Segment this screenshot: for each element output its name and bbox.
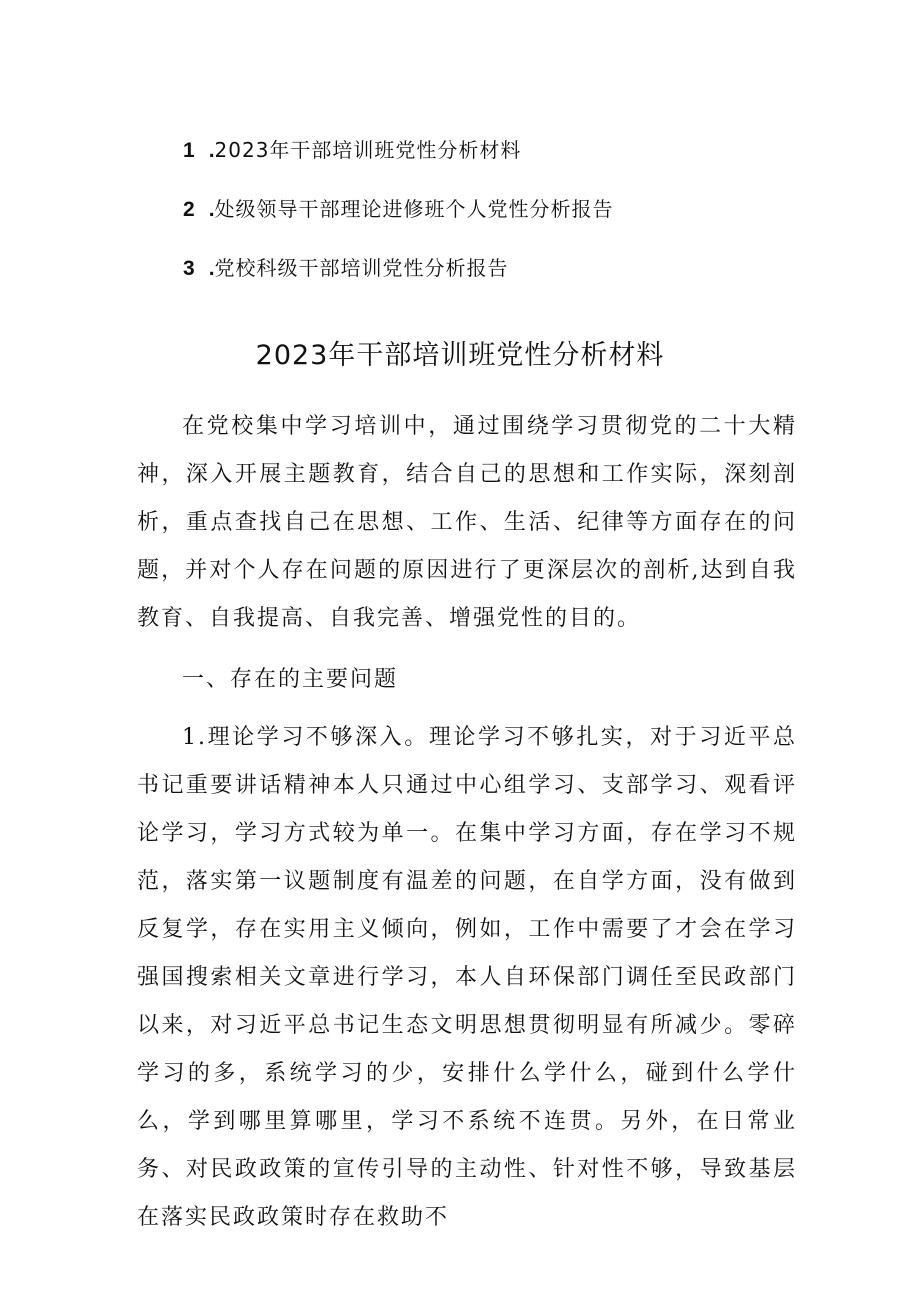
table-of-contents bbox=[183, 128, 883, 305]
section-heading: 一、存在的主要问题 bbox=[182, 667, 399, 692]
toc-item-1[interactable] bbox=[183, 128, 883, 187]
toc-item-label: 党校科级干部培训党性分析报告 bbox=[214, 256, 509, 280]
document-title: 2023年干部培训班党性分析材料 bbox=[255, 340, 665, 371]
toc-item-separator: . bbox=[208, 257, 215, 280]
toc-item-2[interactable] bbox=[183, 187, 883, 246]
toc-item-number: 2 bbox=[183, 198, 195, 221]
toc-item-number: 3 bbox=[183, 257, 195, 280]
toc-item-number: 1 bbox=[183, 139, 195, 162]
intro-paragraph: 在党校集中学习培训中，通过围绕学习贯彻党的二十大精神，深入开展主题教育，结合自己的思想和工作实际，深刻剖析，重点查找自己在思想、工作、生活、纪律等方面存在的问题，并对个人存在问题的原因进行了更深层次的剖析,达到自我教育、自我提高、自我完善、增强党性的目的。 bbox=[137, 414, 797, 631]
toc-item-separator: . bbox=[208, 139, 215, 162]
toc-item-separator: . bbox=[208, 198, 215, 221]
point-1-paragraph: 1.理论学习不够深入。理论学习不够扎实，对于习近平总书记重要讲话精神本人只通过中心组学习、支部学习、观看评论学习，学习方式较为单一。在集中学习方面，存在学习不规范，落实第一议题制度有温差的问题，在自学方面，没有做到反复学，存在实用主义倾向，例如，工作中需要了才会在学习强国搜索相关文章进行学习，本人自环保部门调任至民政部门以来，对习近平总书记生态文明思想贯彻明显有所减少。零碎学习的多，系统学习的少，安排什么学什么，碰到什么学什么，学到哪里算哪里，学习不系统不连贯。另外，在日常业务、对民政政策的宣传引导的主动性、针对性不够，导致基层在落实民政政策时存在救助不 bbox=[137, 725, 797, 1230]
toc-item-label: 2023年干部培训班党性分析材料 bbox=[214, 138, 522, 162]
toc-item-label: 处级领导干部理论进修班个人党性分析报告 bbox=[214, 197, 614, 221]
toc-item-3[interactable] bbox=[183, 246, 883, 305]
